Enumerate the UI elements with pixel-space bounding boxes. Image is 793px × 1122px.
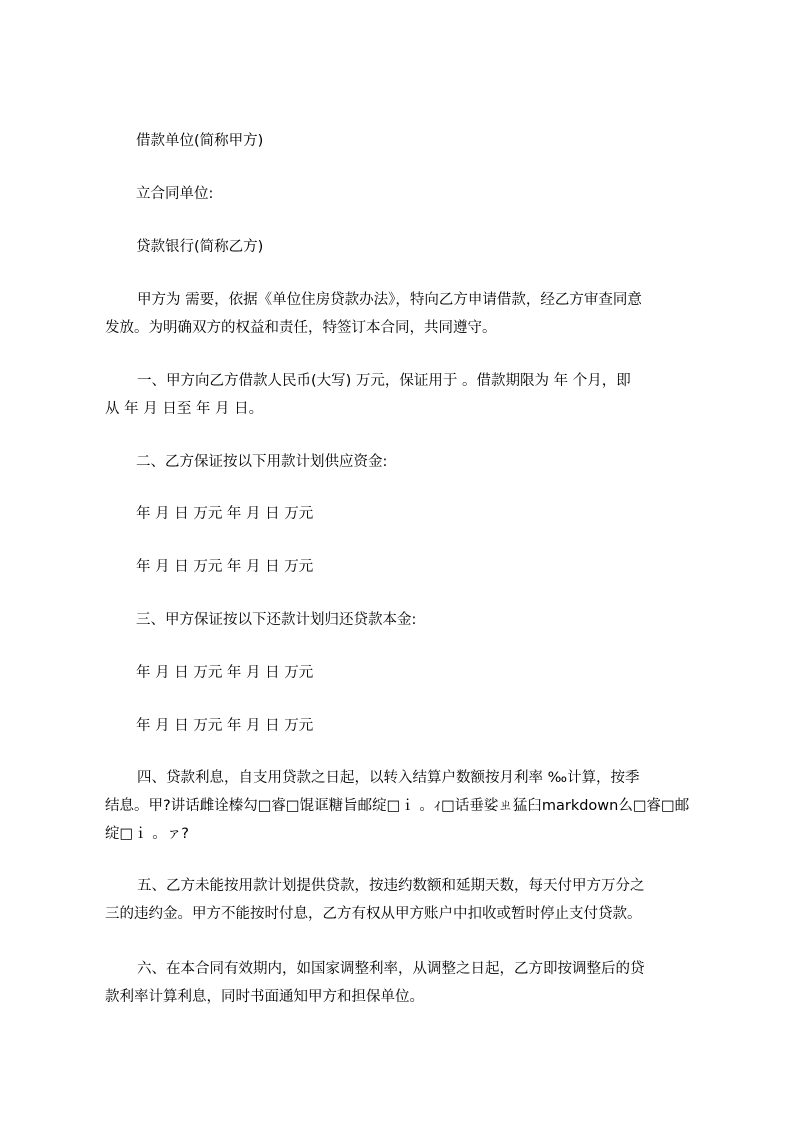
clause-2-row-2: 年 月 日 万元 年 月 日 万元 bbox=[136, 559, 314, 575]
clause-6-line-2: 款利率计算利息，同时书面通知甲方和担保单位。 bbox=[105, 989, 424, 1005]
borrower-label: 借款单位(简称甲方) bbox=[136, 133, 264, 149]
clause-1-paragraph bbox=[105, 367, 701, 423]
clause-1-line-2: 从 年 月 日至 年 月 日。 bbox=[105, 401, 264, 417]
lender-label: 贷款银行(简称乙方) bbox=[136, 239, 264, 255]
clause-5-paragraph bbox=[105, 872, 701, 928]
clause-2-title: 二、乙方保证按以下用款计划供应资金: bbox=[136, 454, 388, 470]
clause-3-row-1: 年 月 日 万元 年 月 日 万元 bbox=[136, 665, 314, 681]
clause-3-title: 三、甲方保证按以下还款计划归还贷款本金: bbox=[136, 612, 417, 628]
intro-line-2: 发放。为明确双方的权益和责任，特签订本合同，共同遵守。 bbox=[105, 320, 497, 336]
clause-2-row-1: 年 月 日 万元 年 月 日 万元 bbox=[136, 506, 314, 522]
clause-6-line-1: 六、在本合同有效期内，如国家调整利率，从调整之日起，乙方即按调整后的贷 bbox=[137, 961, 645, 977]
clause-4-line-1: 四、贷款利息，自支用贷款之日起，以转入结算户数额按月利率 ‰计算，按季 bbox=[137, 770, 640, 786]
clause-5-line-1: 五、乙方未能按用款计划提供贷款，按违约数额和延期天数，每天付甲方万分之 bbox=[137, 878, 645, 894]
clause-4-paragraph bbox=[105, 764, 701, 848]
clause-3-row-2: 年 月 日 万元 年 月 日 万元 bbox=[136, 718, 314, 734]
clause-6-paragraph bbox=[105, 955, 701, 1011]
intro-paragraph bbox=[105, 286, 701, 342]
clause-1-line-1: 一、甲方向乙方借款人民币(大写) 万元，保证用于 。借款期限为 年 个月，即 bbox=[137, 373, 631, 389]
clause-5-line-2: 三的违约金。甲方不能按时付息，乙方有权从甲方账户中扣收或暂时停止支付贷款。 bbox=[105, 906, 642, 922]
clause-4-line-2: 结息。甲?讲话雌诠榛勾□睿□馄诓糖旨邮绽□ｉ 。ｨ□话垂娑ㄓ猛臼markdown么□睿□邮 bbox=[105, 798, 690, 814]
contract-party-label: 立合同单位: bbox=[136, 186, 214, 202]
intro-line-1: 甲方为 需要，依据《单位住房贷款办法》，特向乙方申请借款，经乙方审查同意 bbox=[137, 292, 642, 308]
clause-4-line-3: 绽□ｉ 。ァ? bbox=[105, 826, 190, 842]
